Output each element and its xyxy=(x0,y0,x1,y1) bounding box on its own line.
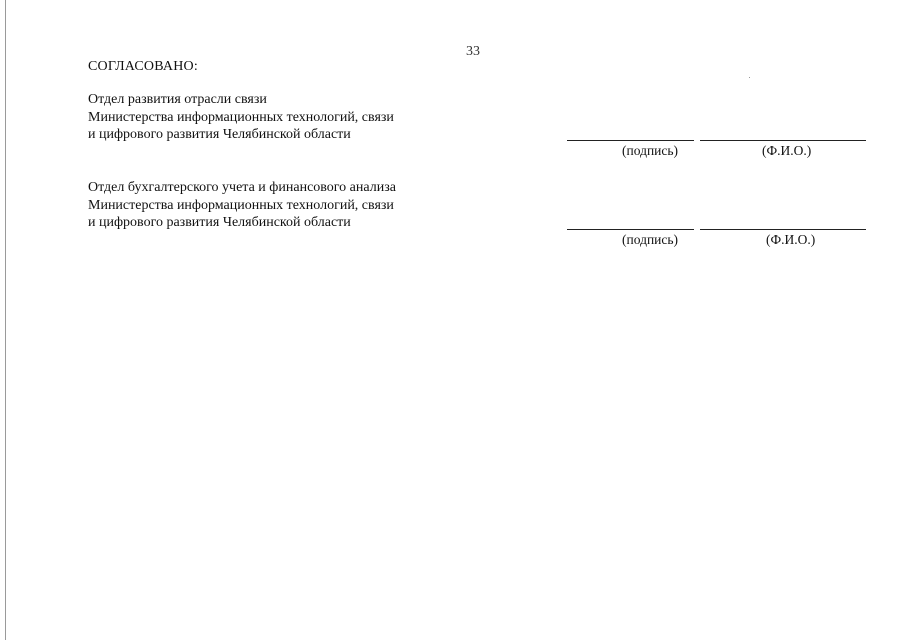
department-line: Министерства информационных технологий, связи xyxy=(88,197,394,213)
page-number: 33 xyxy=(466,44,480,59)
signature-line xyxy=(567,229,694,230)
department-line: и цифрового развития Челябинской области xyxy=(88,127,351,142)
department-line: Отдел бухгалтерского учета и финансового анализа xyxy=(88,180,396,195)
name-caption: (Ф.И.О.) xyxy=(766,232,816,247)
signature-caption: (подпись) xyxy=(622,143,679,158)
signature-caption: (подпись) xyxy=(622,232,679,247)
department-line: Отдел развития отрасли связи xyxy=(88,92,267,107)
approval-block-communications xyxy=(88,91,394,144)
approval-block-accounting xyxy=(88,179,396,232)
page-left-border xyxy=(5,0,6,640)
name-line xyxy=(700,140,866,141)
signature-line xyxy=(567,140,694,141)
department-line: и цифрового развития Челябинской области xyxy=(88,215,351,230)
name-caption: (Ф.И.О.) xyxy=(762,143,812,158)
name-line xyxy=(700,229,866,230)
scan-speck xyxy=(749,77,750,78)
department-line: Министерства информационных технологий, связи xyxy=(88,109,394,125)
approval-heading: СОГЛАСОВАНО: xyxy=(88,59,198,74)
